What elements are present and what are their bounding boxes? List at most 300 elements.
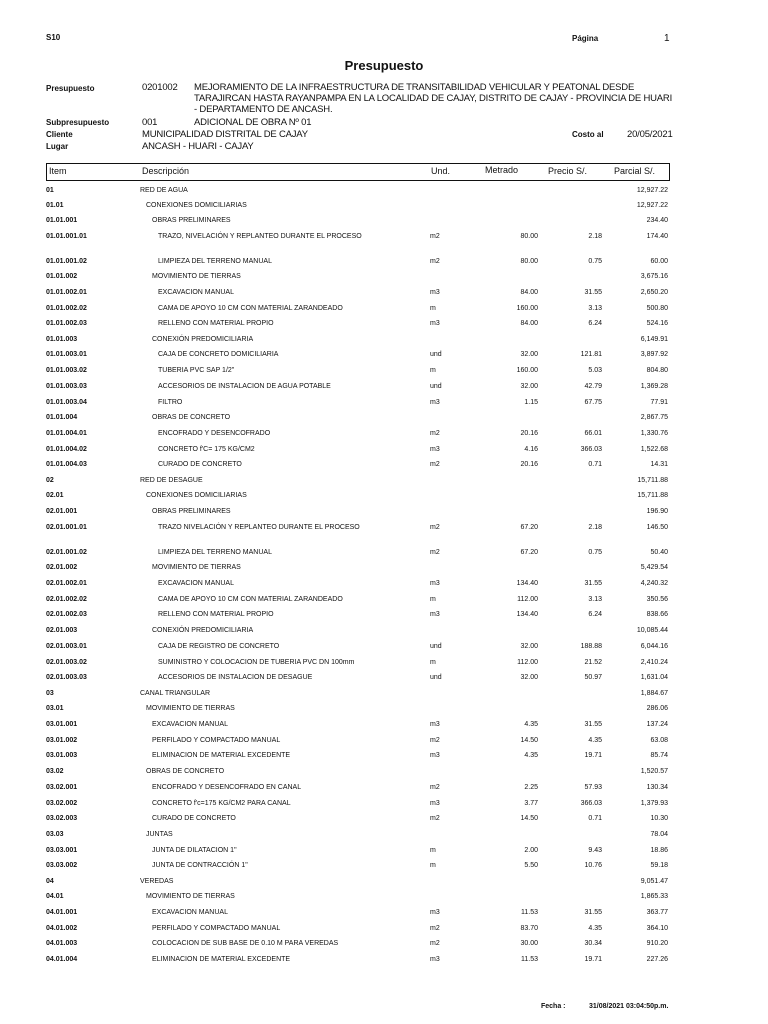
row-description: VEREDAS — [140, 878, 174, 885]
row-metrado: 80.00 — [520, 258, 538, 265]
table-row — [46, 524, 670, 539]
row-item-code: 01.01.003.01 — [46, 351, 87, 358]
row-parcial: 1,884.67 — [640, 690, 668, 697]
row-item-code: 01.01.002.01 — [46, 289, 87, 296]
subpresupuesto-description: ADICIONAL DE OBRA Nº 01 — [194, 117, 312, 128]
row-description: TRAZO NIVELACIÓN Y REPLANTEO DURANTE EL PROCESO — [158, 524, 360, 531]
row-precio: 0.75 — [588, 258, 602, 265]
row-metrado: 32.00 — [520, 643, 538, 650]
row-item-code: 01.01.003.02 — [46, 367, 87, 374]
lugar-value: ANCASH - HUARI - CAJAY — [142, 141, 254, 152]
row-precio: 21.52 — [584, 659, 602, 666]
row-precio: 6.24 — [588, 320, 602, 327]
table-row — [46, 549, 670, 564]
row-metrado: 80.00 — [520, 233, 538, 240]
row-item-code: 02.01.001 — [46, 508, 78, 515]
row-parcial: 50.40 — [650, 549, 668, 556]
costo-label: Costo al — [572, 130, 604, 139]
row-metrado: 112.00 — [517, 659, 538, 666]
row-parcial: 350.56 — [646, 596, 668, 603]
row-unit: m3 — [430, 721, 440, 728]
table-row — [46, 367, 670, 382]
subpresupuesto-code: 001 — [142, 117, 158, 128]
row-item-code: 02.01.003.03 — [46, 674, 87, 681]
lugar-label: Lugar — [46, 142, 69, 151]
row-precio: 42.79 — [584, 383, 602, 390]
row-description: CONEXIONES DOMICILIARIAS — [146, 492, 247, 499]
row-metrado: 20.16 — [520, 461, 538, 468]
row-description: RED DE AGUA — [140, 187, 188, 194]
row-precio: 66.01 — [584, 430, 602, 437]
row-item-code: 03.01 — [46, 705, 64, 712]
row-metrado: 112.00 — [517, 596, 538, 603]
table-row — [46, 336, 670, 351]
row-description: TUBERIA PVC SAP 1/2" — [158, 367, 235, 374]
row-precio: 9.43 — [588, 847, 602, 854]
row-parcial: 524.16 — [646, 320, 668, 327]
row-parcial: 1,379.93 — [640, 800, 668, 807]
row-item-code: 01.01.002 — [46, 273, 78, 280]
table-row — [46, 643, 670, 658]
row-unit: m2 — [430, 233, 440, 240]
row-item-code: 01.01.003.03 — [46, 383, 87, 390]
row-metrado: 20.16 — [520, 430, 538, 437]
table-row — [46, 430, 670, 445]
row-parcial: 15,711.88 — [637, 477, 668, 484]
row-description: CANAL TRIANGULAR — [140, 690, 211, 697]
row-parcial: 18.86 — [650, 847, 668, 854]
table-row — [46, 289, 670, 304]
row-item-code: 02.01.002.01 — [46, 580, 87, 587]
row-precio: 10.76 — [584, 862, 602, 869]
row-unit: und — [430, 674, 442, 681]
row-item-code: 04 — [46, 878, 54, 885]
row-precio: 3.13 — [588, 596, 602, 603]
row-unit: m — [430, 367, 436, 374]
row-item-code: 04.01.003 — [46, 940, 78, 947]
row-parcial: 4,240.32 — [640, 580, 668, 587]
row-description: ENCOFRADO Y DESENCOFRADO EN CANAL — [152, 784, 302, 791]
row-parcial: 12,927.22 — [636, 187, 668, 194]
row-description: OBRAS DE CONCRETO — [146, 768, 225, 775]
row-description: EXCAVACION MANUAL — [152, 721, 228, 728]
table-row — [46, 477, 670, 492]
row-unit: m2 — [430, 737, 440, 744]
row-item-code: 02.01.002.03 — [46, 611, 87, 618]
row-description: ELIMINACION DE MATERIAL EXCEDENTE — [152, 956, 291, 963]
row-item-code: 02.01.001.01 — [46, 524, 87, 531]
row-description: MOVIMIENTO DE TIERRAS — [146, 893, 235, 900]
row-description: RED DE DESAGUE — [140, 477, 203, 484]
row-description: CAJA DE REGISTRO DE CONCRETO — [158, 643, 280, 650]
column-parcial: Parcial S/. — [614, 166, 656, 176]
row-metrado: 14.50 — [520, 815, 538, 822]
row-item-code: 04.01.001 — [46, 909, 78, 916]
row-description: ELIMINACION DE MATERIAL EXCEDENTE — [152, 752, 291, 759]
cliente-value: MUNICIPALIDAD DISTRITAL DE CAJAY — [142, 129, 308, 140]
row-description: CONEXIONES DOMICILIARIAS — [146, 202, 247, 209]
table-row — [46, 351, 670, 366]
table-row — [46, 273, 670, 288]
row-parcial: 130.34 — [646, 784, 668, 791]
row-parcial: 3,897.92 — [640, 351, 668, 358]
row-parcial: 174.40 — [646, 233, 668, 240]
table-row — [46, 690, 670, 705]
row-item-code: 02.01 — [46, 492, 64, 499]
row-parcial: 5,429.54 — [640, 564, 668, 571]
row-description: EXCAVACION MANUAL — [158, 289, 234, 296]
row-precio: 5.03 — [588, 367, 602, 374]
row-parcial: 364.10 — [646, 925, 668, 932]
row-unit: m2 — [430, 430, 440, 437]
row-item-code: 01.01.001.01 — [46, 233, 87, 240]
table-row — [46, 233, 670, 248]
row-description: RELLENO CON MATERIAL PROPIO — [158, 611, 274, 618]
row-item-code: 03.02.002 — [46, 800, 78, 807]
row-parcial: 9,051.47 — [640, 878, 668, 885]
row-metrado: 4.35 — [524, 721, 538, 728]
table-row — [46, 909, 670, 924]
row-item-code: 03.01.003 — [46, 752, 78, 759]
row-item-code: 04.01 — [46, 893, 64, 900]
cliente-label: Cliente — [46, 130, 73, 139]
row-parcial: 1,330.76 — [640, 430, 668, 437]
row-metrado: 32.00 — [520, 351, 538, 358]
row-parcial: 77.91 — [650, 399, 668, 406]
row-description: TRAZO, NIVELACIÓN Y REPLANTEO DURANTE EL PROCESO — [158, 233, 362, 240]
row-metrado: 2.00 — [524, 847, 538, 854]
row-metrado: 14.50 — [520, 737, 538, 744]
row-parcial: 3,675.16 — [640, 273, 668, 280]
row-description: RELLENO CON MATERIAL PROPIO — [158, 320, 274, 327]
row-metrado: 134.40 — [516, 611, 538, 618]
row-unit: m3 — [430, 909, 440, 916]
row-parcial: 227.26 — [646, 956, 668, 963]
row-precio: 31.55 — [584, 909, 602, 916]
row-precio: 31.55 — [584, 721, 602, 728]
row-metrado: 11.53 — [521, 909, 538, 916]
row-parcial: 12,927.22 — [636, 202, 668, 209]
row-description: CONCRETO f'C= 175 KG/CM2 — [158, 446, 255, 453]
row-item-code: 01.01.004.03 — [46, 461, 87, 468]
row-metrado: 67.20 — [520, 524, 538, 531]
table-row — [46, 461, 670, 476]
row-parcial: 6,044.16 — [640, 643, 668, 650]
row-unit: m2 — [430, 461, 440, 468]
table-row — [46, 878, 670, 893]
page-number: 1 — [664, 33, 670, 44]
row-description: SUMINISTRO Y COLOCACION DE TUBERIA PVC DN 100mm — [158, 659, 355, 666]
row-description: CONCRETO f'c=175 KG/CM2 PARA CANAL — [152, 800, 291, 807]
row-parcial: 1,865.33 — [640, 893, 668, 900]
row-item-code: 01.01.003 — [46, 336, 78, 343]
row-description: JUNTAS — [146, 831, 173, 838]
row-metrado: 32.00 — [520, 383, 538, 390]
presupuesto-description: MEJORAMIENTO DE LA INFRAESTRUCTURA DE TRANSITABILIDAD VEHICULAR Y PEATONAL DESDE TARAJIRCAN HASTA RAYANPAMPA EN LA LOCALIDAD DE CAJAY, DISTRITO DE CAJAY - PROVINCIA DE HUARI - DEPARTAMENTO DE ANCASH. — [194, 82, 673, 115]
row-description: FILTRO — [158, 399, 183, 406]
row-item-code: 01.01.001.02 — [46, 258, 87, 265]
row-metrado: 3.77 — [524, 800, 538, 807]
column-item: Item — [49, 166, 67, 176]
row-parcial: 1,631.04 — [640, 674, 668, 681]
row-precio: 4.35 — [588, 925, 602, 932]
row-metrado: 1.15 — [524, 399, 538, 406]
row-description: CAMA DE APOYO 10 CM CON MATERIAL ZARANDEADO — [158, 305, 343, 312]
table-row — [46, 862, 670, 877]
table-row — [46, 202, 670, 217]
row-item-code: 03.03.002 — [46, 862, 78, 869]
row-parcial: 146.50 — [646, 524, 668, 531]
row-description: COLOCACION DE SUB BASE DE 0.10 M PARA VEREDAS — [152, 940, 339, 947]
row-metrado: 2.25 — [524, 784, 538, 791]
row-parcial: 286.06 — [646, 705, 668, 712]
row-item-code: 03.03 — [46, 831, 64, 838]
row-unit: m2 — [430, 925, 440, 932]
table-row — [46, 893, 670, 908]
row-item-code: 02.01.003.01 — [46, 643, 87, 650]
table-row — [46, 217, 670, 232]
row-description: MOVIMIENTO DE TIERRAS — [152, 273, 241, 280]
table-row — [46, 414, 670, 429]
row-precio: 0.71 — [588, 461, 602, 468]
subpresupuesto-label: Subpresupuesto — [46, 118, 110, 127]
row-description: JUNTA DE DILATACION 1" — [152, 847, 237, 854]
row-item-code: 01 — [46, 187, 54, 194]
row-item-code: 04.01.004 — [46, 956, 78, 963]
row-metrado: 84.00 — [520, 320, 538, 327]
row-metrado: 4.35 — [524, 752, 538, 759]
row-item-code: 03.01.001 — [46, 721, 78, 728]
row-precio: 0.71 — [588, 815, 602, 822]
row-unit: m2 — [430, 258, 440, 265]
row-item-code: 04.01.002 — [46, 925, 78, 932]
row-item-code: 03.02.001 — [46, 784, 78, 791]
table-row — [46, 508, 670, 523]
row-item-code: 03.01.002 — [46, 737, 78, 744]
row-item-code: 01.01.004.01 — [46, 430, 87, 437]
row-parcial: 6,149.91 — [640, 336, 668, 343]
table-row — [46, 784, 670, 799]
row-metrado: 160.00 — [516, 305, 538, 312]
row-description: PERFILADO Y COMPACTADO MANUAL — [152, 925, 281, 932]
row-description: MOVIMIENTO DE TIERRAS — [152, 564, 241, 571]
row-unit: m2 — [430, 784, 440, 791]
row-metrado: 4.16 — [524, 446, 538, 453]
row-unit: m — [430, 847, 436, 854]
row-unit: m — [430, 305, 436, 312]
row-description: ACCESORIOS DE INSTALACION DE AGUA POTABLE — [158, 383, 331, 390]
row-description: PERFILADO Y COMPACTADO MANUAL — [152, 737, 281, 744]
row-item-code: 03.02.003 — [46, 815, 78, 822]
row-unit: m3 — [430, 800, 440, 807]
row-item-code: 01.01.004 — [46, 414, 78, 421]
column-descripcion: Descripción — [142, 166, 190, 176]
row-metrado: 30.00 — [520, 940, 538, 947]
row-item-code: 03.02 — [46, 768, 64, 775]
row-unit: m2 — [430, 940, 440, 947]
table-row — [46, 800, 670, 815]
table-row — [46, 752, 670, 767]
row-precio: 30.34 — [584, 940, 602, 947]
row-unit: und — [430, 383, 442, 390]
row-item-code: 02 — [46, 477, 54, 484]
row-description: MOVIMIENTO DE TIERRAS — [146, 705, 235, 712]
row-metrado: 11.53 — [521, 956, 538, 963]
row-description: EXCAVACION MANUAL — [152, 909, 228, 916]
row-unit: und — [430, 351, 442, 358]
row-item-code: 02.01.002.02 — [46, 596, 87, 603]
table-row — [46, 956, 670, 971]
table-row — [46, 721, 670, 736]
table-row — [46, 815, 670, 830]
row-precio: 31.55 — [584, 289, 602, 296]
row-description: LIMPIEZA DEL TERRENO MANUAL — [158, 549, 272, 556]
row-precio: 57.93 — [584, 784, 602, 791]
row-unit: m3 — [430, 580, 440, 587]
row-parcial: 59.18 — [650, 862, 668, 869]
row-precio: 4.35 — [588, 737, 602, 744]
column-precio: Precio S/. — [548, 166, 588, 176]
row-precio: 188.88 — [580, 643, 602, 650]
row-item-code: 02.01.003 — [46, 627, 78, 634]
row-metrado: 134.40 — [516, 580, 538, 587]
row-unit: m2 — [430, 815, 440, 822]
row-item-code: 01.01.004.02 — [46, 446, 87, 453]
table-row — [46, 305, 670, 320]
row-description: CAMA DE APOYO 10 CM CON MATERIAL ZARANDEADO — [158, 596, 343, 603]
row-precio: 6.24 — [588, 611, 602, 618]
row-precio: 2.18 — [588, 233, 602, 240]
row-parcial: 804.80 — [646, 367, 668, 374]
row-description: ACCESORIOS DE INSTALACION DE DESAGUE — [158, 674, 313, 681]
row-item-code: 03.03.001 — [46, 847, 78, 854]
row-description: LIMPIEZA DEL TERRENO MANUAL — [158, 258, 272, 265]
row-parcial: 234.40 — [646, 217, 668, 224]
row-item-code: 01.01.002.02 — [46, 305, 87, 312]
row-unit: und — [430, 643, 442, 650]
row-precio: 19.71 — [584, 752, 602, 759]
table-row — [46, 925, 670, 940]
fecha-value: 31/08/2021 03:04:50p.m. — [589, 1003, 669, 1010]
row-precio: 121.81 — [580, 351, 602, 358]
row-unit: m3 — [430, 320, 440, 327]
table-row — [46, 705, 670, 720]
table-row — [46, 446, 670, 461]
column-metrado: Metrado — [485, 165, 519, 175]
row-description: CURADO DE CONCRETO — [158, 461, 242, 468]
costo-date: 20/05/2021 — [627, 129, 673, 140]
row-item-code: 01.01.001 — [46, 217, 78, 224]
row-description: OBRAS PRELIMINARES — [152, 217, 231, 224]
row-parcial: 60.00 — [650, 258, 668, 265]
page-label: Página — [572, 34, 599, 43]
presupuesto-label: Presupuesto — [46, 84, 95, 93]
table-row — [46, 768, 670, 783]
row-metrado: 160.00 — [516, 367, 538, 374]
row-description: EXCAVACION MANUAL — [158, 580, 234, 587]
row-parcial: 1,522.68 — [640, 446, 668, 453]
row-item-code: 03 — [46, 690, 54, 697]
row-item-code: 02.01.001.02 — [46, 549, 87, 556]
row-unit: m3 — [430, 611, 440, 618]
row-parcial: 2,410.24 — [640, 659, 668, 666]
table-row — [46, 564, 670, 579]
row-description: CAJA DE CONCRETO DOMICILIARIA — [158, 351, 279, 358]
table-row — [46, 627, 670, 642]
table-row — [46, 674, 670, 689]
row-item-code: 02.01.003.02 — [46, 659, 87, 666]
table-row — [46, 187, 670, 202]
table-row — [46, 831, 670, 846]
row-unit: m2 — [430, 524, 440, 531]
row-precio: 0.75 — [588, 549, 602, 556]
row-unit: m — [430, 596, 436, 603]
row-metrado: 67.20 — [520, 549, 538, 556]
row-unit: m2 — [430, 549, 440, 556]
row-parcial: 78.04 — [650, 831, 668, 838]
row-item-code: 02.01.002 — [46, 564, 78, 571]
row-unit: m3 — [430, 752, 440, 759]
row-unit: m — [430, 659, 436, 666]
row-parcial: 15,711.88 — [637, 492, 668, 499]
row-unit: m — [430, 862, 436, 869]
row-parcial: 363.77 — [646, 909, 668, 916]
row-unit: m3 — [430, 446, 440, 453]
table-row — [46, 320, 670, 335]
row-description: CONEXIÓN PREDOMICILIARIA — [152, 336, 254, 343]
row-precio: 366.03 — [580, 800, 602, 807]
table-row — [46, 596, 670, 611]
row-parcial: 10,085.44 — [636, 627, 668, 634]
row-item-code: 01.01 — [46, 202, 64, 209]
row-item-code: 01.01.002.03 — [46, 320, 87, 327]
row-metrado: 84.00 — [520, 289, 538, 296]
table-row — [46, 383, 670, 398]
row-parcial: 1,369.28 — [640, 383, 668, 390]
report-code: S10 — [46, 33, 61, 42]
row-precio: 50.97 — [584, 674, 602, 681]
row-precio: 2.18 — [588, 524, 602, 531]
row-precio: 366.03 — [580, 446, 602, 453]
row-precio: 31.55 — [584, 580, 602, 587]
page-title: Presupuesto — [344, 58, 424, 73]
row-description: OBRAS DE CONCRETO — [152, 414, 231, 421]
row-precio: 67.75 — [584, 399, 602, 406]
row-parcial: 10.30 — [650, 815, 668, 822]
row-parcial: 500.80 — [646, 305, 668, 312]
table-row — [46, 940, 670, 955]
row-parcial: 14.31 — [650, 461, 668, 468]
column-und: Und. — [431, 166, 451, 176]
table-row — [46, 492, 670, 507]
row-description: CURADO DE CONCRETO — [152, 815, 236, 822]
row-unit: m3 — [430, 956, 440, 963]
row-parcial: 1,520.57 — [640, 768, 668, 775]
row-item-code: 01.01.003.04 — [46, 399, 87, 406]
row-metrado: 32.00 — [520, 674, 538, 681]
table-row — [46, 659, 670, 674]
row-description: OBRAS PRELIMINARES — [152, 508, 231, 515]
presupuesto-code: 0201002 — [142, 82, 178, 93]
row-description: ENCOFRADO Y DESENCOFRADO — [158, 430, 271, 437]
row-parcial: 910.20 — [646, 940, 668, 947]
row-parcial: 137.24 — [646, 721, 668, 728]
fecha-label: Fecha : — [541, 1003, 566, 1010]
row-parcial: 63.08 — [650, 737, 668, 744]
row-unit: m3 — [430, 289, 440, 296]
row-metrado: 83.70 — [520, 925, 538, 932]
row-precio: 19.71 — [584, 956, 602, 963]
